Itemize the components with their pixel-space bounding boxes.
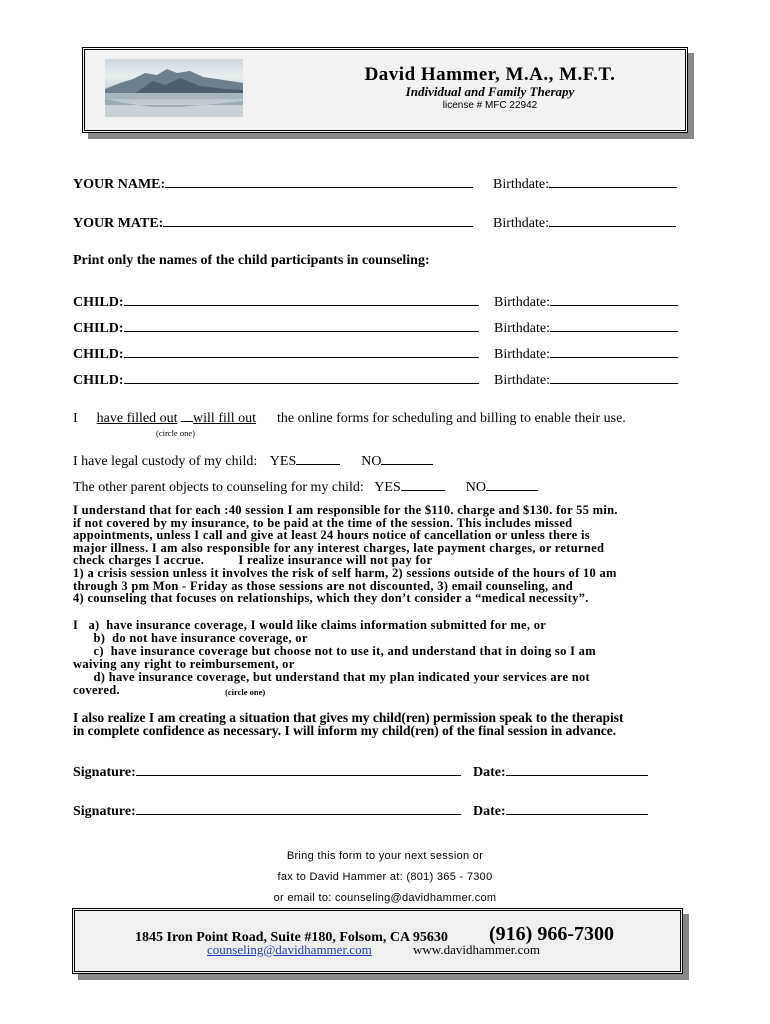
- parent-objects-question: The other parent objects to counseling for my child:: [73, 480, 364, 495]
- your-name-row: [73, 174, 473, 193]
- signature-label: Signature:: [73, 804, 136, 819]
- terms-line: 4) counseling that focuses on relationships, which they don’t consider a “medical necessity”.: [73, 591, 589, 606]
- custody-row: [73, 451, 433, 470]
- date-field[interactable]: [506, 801, 648, 815]
- child-birthdate-field[interactable]: [550, 344, 678, 358]
- parent-objects-yes-field[interactable]: [401, 477, 445, 491]
- date-label: Date:: [473, 804, 506, 819]
- practice-subtitle: Individual and Family Therapy: [405, 84, 575, 99]
- child-row: [73, 370, 479, 389]
- contact-footer-box: [72, 908, 683, 974]
- circle-one-note: (circle one): [156, 428, 195, 438]
- your-birthdate-row: [493, 174, 677, 193]
- birthdate-label: Birthdate:: [494, 347, 550, 362]
- mate-birthdate-row: [493, 213, 676, 232]
- terms-line: appointments, unless I call and give at least 24 hours notice of cancellation or unless there is: [73, 528, 590, 543]
- parent-objects-no-field[interactable]: [486, 477, 538, 491]
- terms-line: check charges I accrue. I realize insurance will not pay for: [73, 553, 433, 568]
- terms-line: major illness. I am also responsible for any interest charges, late payment charges, or returned: [73, 540, 605, 555]
- parent-objects-yes-label: YES: [374, 480, 401, 495]
- child-row: [73, 344, 479, 363]
- your-name-label: YOUR NAME:: [73, 177, 166, 192]
- terms-line: 1) a crisis session unless it involves the risk of self harm, 2) sessions outside of the hours of 10 am: [73, 565, 617, 580]
- have-filled-out-option[interactable]: have filled out: [96, 411, 178, 426]
- signature-field[interactable]: [136, 762, 461, 776]
- terms-line: if not covered by my insurance, to be paid at the time of the session. This includes missed: [73, 515, 573, 530]
- email-link[interactable]: counseling@davidhammer.com: [207, 942, 372, 957]
- child-birthdate-row: [494, 292, 678, 311]
- child-label: CHILD:: [73, 373, 124, 388]
- website-text: www.davidhammer.com: [413, 942, 540, 957]
- insurance-option-a[interactable]: I a) have insurance coverage, I would like claims information submitted for me, or: [73, 618, 547, 632]
- terms-line: through 3 pm Mon - Friday as those sessions are not discounted, 3) email counseling, and: [73, 578, 573, 593]
- child-birthdate-row: [494, 344, 678, 363]
- child-name-field[interactable]: [124, 318, 479, 332]
- parent-objects-row: [73, 477, 538, 496]
- your-mate-label: YOUR MATE:: [73, 216, 164, 231]
- practitioner-name: David Hammer, M.A., M.F.T.: [364, 64, 616, 85]
- date-row: [473, 762, 648, 781]
- date-row: [473, 801, 648, 820]
- your-name-field[interactable]: [165, 174, 473, 188]
- confidentiality-line: I also realize I am creating a situation that gives my child(ren) permission speak to the therapist: [73, 710, 624, 725]
- print-children-instruction: Print only the names of the child participants in counseling:: [73, 253, 430, 268]
- online-forms-prefix: I: [73, 411, 78, 426]
- child-birthdate-row: [494, 370, 678, 389]
- insurance-option-b[interactable]: b) do not have insurance coverage, or: [73, 631, 308, 645]
- child-name-field[interactable]: [124, 344, 479, 358]
- confidentiality-line: in complete confidence as necessary. I will inform my child(ren) of the final session in advance.: [73, 723, 617, 738]
- confidentiality-paragraph: [73, 711, 713, 737]
- child-name-field[interactable]: [124, 292, 479, 306]
- birthdate-label: Birthdate:: [494, 373, 550, 388]
- date-field[interactable]: [506, 762, 648, 776]
- payment-terms-paragraph: [73, 504, 703, 605]
- mate-birthdate-field[interactable]: [549, 213, 676, 227]
- child-birthdate-field[interactable]: [550, 292, 678, 306]
- child-label: CHILD:: [73, 347, 124, 362]
- child-row: [73, 292, 479, 311]
- your-mate-field[interactable]: [163, 213, 473, 227]
- office-phone: (916) 966-7300: [489, 923, 614, 945]
- date-label: Date:: [473, 765, 506, 780]
- fax-instruction: fax to David Hammer at: (801) 365 - 7300: [277, 871, 493, 883]
- custody-question: I have legal custody of my child:: [73, 454, 258, 469]
- signature-row: [73, 762, 461, 781]
- child-birthdate-field[interactable]: [550, 370, 678, 384]
- insurance-option-d[interactable]: d) have insurance coverage, but understand that my plan indicated your services are not: [73, 670, 591, 684]
- signature-label: Signature:: [73, 765, 136, 780]
- child-row: [73, 318, 479, 337]
- letterhead-box: [82, 47, 688, 133]
- birthdate-label: Birthdate:: [493, 177, 549, 192]
- signature-row: [73, 801, 461, 820]
- child-birthdate-field[interactable]: [550, 318, 678, 332]
- child-name-field[interactable]: [124, 370, 479, 384]
- child-label: CHILD:: [73, 295, 124, 310]
- custody-no-field[interactable]: [381, 451, 433, 465]
- bring-form-instruction: Bring this form to your next session or: [286, 850, 484, 862]
- birthdate-label: Birthdate:: [494, 321, 550, 336]
- insurance-circle-one-note: (circle one): [225, 687, 266, 697]
- online-forms-suffix: the online forms for scheduling and billing to enable their use.: [277, 411, 626, 426]
- custody-no-label: NO: [361, 454, 382, 469]
- mountain-lake-logo-image: [105, 59, 243, 117]
- signature-field[interactable]: [136, 801, 461, 815]
- insurance-option-c[interactable]: c) have insurance coverage but choose not to use it, and understand that in doing so I am: [73, 644, 596, 658]
- terms-line: I understand that for each :40 session I am responsible for the $110. charge and $130. for 55 min.: [73, 503, 618, 517]
- license-number: license # MFC 22942: [442, 100, 538, 111]
- parent-objects-no-label: NO: [465, 480, 486, 495]
- office-address: 1845 Iron Point Road, Suite #180, Folsom, CA 95630: [135, 930, 448, 945]
- custody-yes-field[interactable]: [296, 451, 340, 465]
- insurance-options: [73, 619, 703, 697]
- child-birthdate-row: [494, 318, 678, 337]
- insurance-option-c-cont: waiving any right to reimbursement, or: [73, 657, 295, 671]
- custody-yes-label: YES: [269, 454, 297, 469]
- birthdate-label: Birthdate:: [494, 295, 550, 310]
- your-birthdate-field[interactable]: [549, 174, 677, 188]
- insurance-option-d-cont: covered.: [73, 683, 120, 697]
- online-forms-row: [73, 411, 626, 427]
- your-mate-row: [73, 213, 473, 232]
- email-instruction: or email to: counseling@davidhammer.com: [273, 892, 497, 904]
- will-fill-out-option[interactable]: will fill out: [193, 411, 257, 426]
- child-label: CHILD:: [73, 321, 124, 336]
- birthdate-label: Birthdate:: [493, 216, 549, 231]
